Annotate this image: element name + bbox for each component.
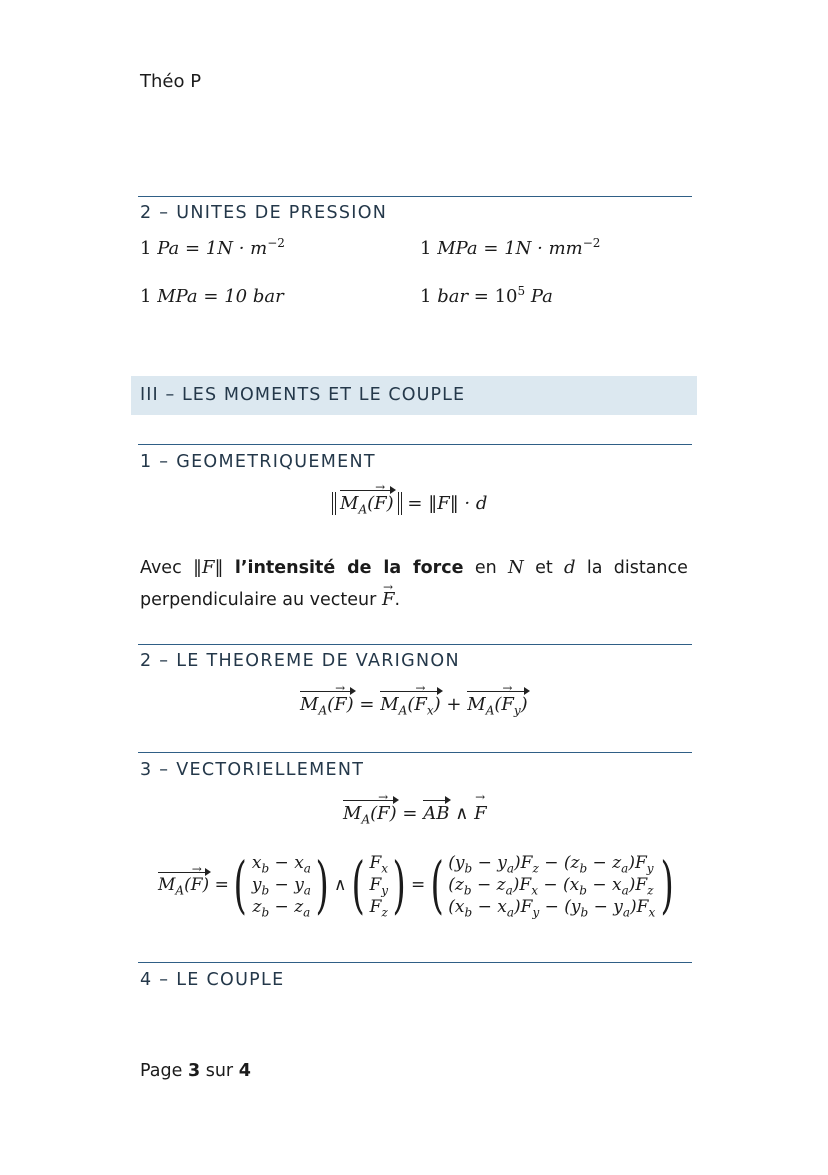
section-divider bbox=[138, 644, 692, 645]
text: la distance perpendiculaire au vecteur bbox=[140, 558, 688, 610]
chapter-heading: III – LES MOMENTS ET LE COUPLE bbox=[140, 385, 466, 405]
section-heading-geometric: 1 – GEOMETRIQUEMENT bbox=[140, 452, 376, 472]
equals-sign: = bbox=[184, 238, 201, 259]
num: 1 bbox=[140, 286, 152, 307]
matrix-formula: $M_A(F$ →) = ( $x_b - x_a$ $y_b - y_a$ $z_b - z_a$ ) ∧ ( $F_x$ $F_y$ $F_z$ ) = ( $(y_b - y_a)F_z - (z_b - z_a)F_y$ $(z_b - z_a)F_x - (x_b - x_a)F_z$ $(x_b - x_a)F_y - (y_b - y_a)F_x$ ) bbox=[158, 852, 673, 918]
var-d: d bbox=[564, 557, 576, 578]
unit-equation-pa bbox=[140, 238, 285, 259]
rhs-tail: Pa bbox=[525, 286, 553, 307]
page-total: 4 bbox=[238, 1061, 251, 1081]
equals-sign: = bbox=[203, 286, 219, 307]
section-heading-vectoriel: 3 – VECTORIELLEMENT bbox=[140, 760, 365, 780]
text: Avec bbox=[140, 558, 182, 578]
num: 1 bbox=[420, 238, 432, 259]
unit-n: N bbox=[508, 557, 524, 578]
unit-equation-mpa-bar bbox=[140, 286, 284, 307]
moment-vector: $M_A(F$ →) bbox=[340, 493, 394, 514]
exponent: −2 bbox=[267, 236, 285, 250]
section-heading-pression: 2 – UNITES DE PRESSION bbox=[140, 203, 388, 223]
exponent: 5 bbox=[517, 284, 526, 298]
vector-moment-formula: $M_A(F$ →) = AB ∧ F → bbox=[343, 803, 487, 824]
section-divider bbox=[138, 444, 692, 445]
page-prefix: Page bbox=[140, 1061, 183, 1081]
document-author: Théo P bbox=[140, 71, 202, 92]
rhs: 1N · mm bbox=[504, 238, 583, 259]
rhs: 10 bbox=[494, 286, 518, 307]
unit: bar bbox=[437, 286, 469, 307]
exponent: −2 bbox=[582, 236, 601, 250]
matrix-f: $F_x$ $F_y$ $F_z$ bbox=[369, 853, 389, 920]
text: en bbox=[474, 558, 497, 578]
section-divider bbox=[138, 196, 692, 197]
formula-tail: = ‖F‖ · d bbox=[407, 493, 488, 514]
unit: MPa bbox=[157, 286, 198, 307]
unit-equation-bar bbox=[420, 286, 553, 307]
equals-sign: = bbox=[483, 238, 499, 259]
unit-equation-mpa bbox=[420, 238, 600, 259]
matrix-ab: $x_b - x_a$ $y_b - y_a$ $z_b - z_a$ bbox=[251, 853, 311, 920]
rhs: 10 bar bbox=[224, 286, 284, 307]
page-footer bbox=[140, 1061, 251, 1081]
section-heading-varignon: 2 – LE THEOREME DE VARIGNON bbox=[140, 651, 460, 671]
vector-f: F → bbox=[382, 584, 395, 616]
norm-f: ‖F‖ bbox=[193, 557, 224, 578]
norm bbox=[332, 492, 402, 515]
section-heading-couple: 4 – LE COUPLE bbox=[140, 970, 285, 990]
section-divider bbox=[138, 962, 692, 963]
equals-sign: = bbox=[473, 286, 489, 307]
unit: Pa bbox=[157, 238, 180, 259]
matrix-result: $(y_b - y_a)F_z - (z_b - z_a)F_y$ $(z_b - z_a)F_x - (x_b - x_a)F_z$ $(x_b - x_a)F_y - (y_b - y_a)F_x$ bbox=[448, 853, 656, 920]
page-number: 3 bbox=[187, 1061, 201, 1081]
text: et bbox=[535, 558, 553, 578]
section-divider bbox=[138, 752, 692, 753]
varignon-formula: $M_A(F$ →) = $M_A(F_x$ →) + $M_A(F_y$ →) bbox=[300, 694, 528, 715]
page-mid: sur bbox=[205, 1061, 234, 1081]
num: 1 bbox=[420, 286, 432, 307]
definition-paragraph bbox=[140, 552, 688, 616]
bold-text: l’intensité de la force bbox=[234, 558, 464, 578]
rhs: 1N · m bbox=[205, 238, 268, 259]
text: . bbox=[394, 590, 401, 610]
num: 1 bbox=[140, 238, 152, 259]
unit: MPa bbox=[437, 238, 478, 259]
moment-norm-formula bbox=[332, 492, 487, 515]
